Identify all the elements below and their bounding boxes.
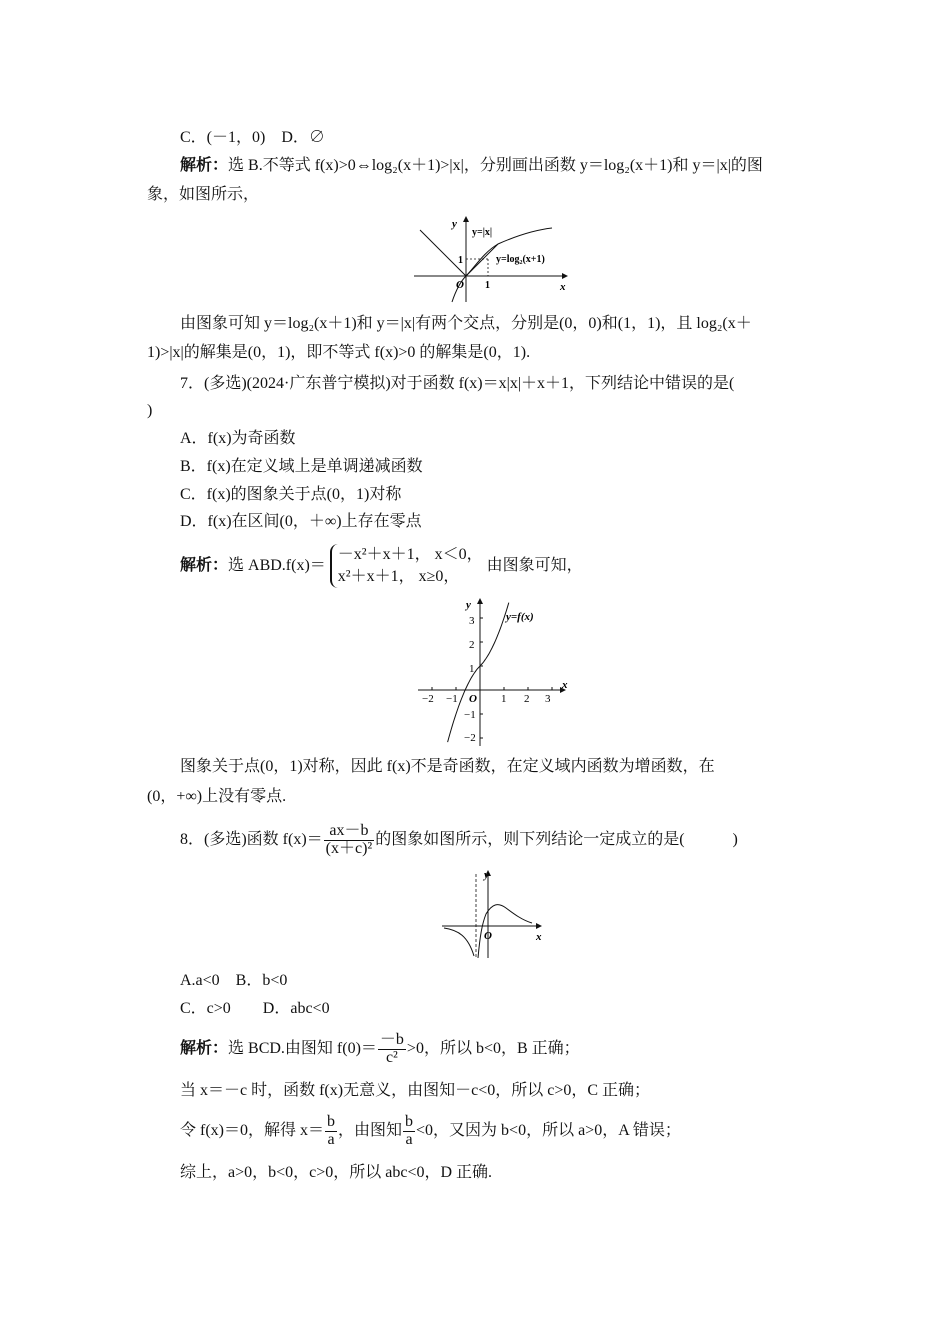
- q8-options-ab: A.a<0 B．b<0: [180, 972, 288, 989]
- origin-label: O: [484, 930, 492, 942]
- q6-solution-line2: 象，如图所示，: [147, 186, 260, 203]
- q6-options-cd: C．(－1，0) D．∅: [180, 129, 325, 146]
- y-axis-label: y: [466, 599, 471, 611]
- fraction: $\frac{b}{a}$: [327, 1112, 335, 1148]
- x-axis-arrow: [562, 273, 568, 279]
- y-tick-label: 3: [469, 615, 475, 627]
- log-curve: [452, 228, 552, 302]
- x-tick-label: −2: [422, 693, 434, 705]
- q8-options-cd: C．c>0 D．abc<0: [180, 1000, 330, 1017]
- q7-graph: [414, 596, 574, 748]
- q8-solution-line3: 令 f(x)＝0，解得 x＝ $\frac{b}{a}$ ，由图知 $\frac{b}{a}$ <0，又因为 b<0，所以 a>0，A 错误；: [180, 1112, 681, 1148]
- x-tick-label: −1: [446, 693, 458, 705]
- y-tick-label: 2: [469, 639, 475, 651]
- origin-label: O: [469, 693, 477, 705]
- fraction: $\frac{b}{a}$: [405, 1112, 414, 1148]
- y-tick-label: 1: [469, 663, 475, 675]
- q7-conclusion-line2: (0，+∞)上没有零点.: [147, 788, 287, 805]
- fraction: $\frac{-b}{\text{c²}}$: [379, 1030, 404, 1066]
- x-tick-label: 1: [501, 693, 507, 705]
- y-tick-label: −1: [464, 709, 476, 721]
- q8-solution-line1: 解析： 选 BCD.由图知 f(0)＝ $\frac{-b}{\text{c²}}$ >0，所以 b<0，B 正确；: [180, 1030, 580, 1066]
- y-axis-label: y: [452, 218, 457, 230]
- q6-conclusion-line1: 由图象可知 y＝log₂(x＋1)和 y＝|x|有两个交点，分别是(0，0)和(1，1)，且 log₂(x＋: [180, 315, 752, 332]
- y-axis-arrow: [477, 598, 483, 604]
- tick-1x: 1: [485, 280, 490, 291]
- q7-conclusion-line1: 图象关于点(0，1)对称，因此 f(x)不是奇函数，在定义域内函数为增函数，在: [180, 758, 715, 775]
- q6-graph: [412, 212, 572, 304]
- q6-solution-line1: 解析：选 B.不等式 f(x)>0⇔log₂(x＋1)>|x|，分别画出函数 y＝log₂(x＋1)和 y＝|x|的图: [180, 157, 763, 174]
- x-axis-label: x: [536, 931, 542, 943]
- y-axis-label: y: [484, 869, 489, 881]
- tick-1y: 1: [458, 255, 463, 266]
- q8-solution-line4: 综上，a>0，b<0，c>0，所以 abc<0，D 正确.: [180, 1164, 493, 1181]
- q8-stem: 8．(多选)函数 f(x)＝ $\frac{ax-b}{\text{(x＋c)²}}$ 的图象如图所示，则下列结论一定成立的是( ): [180, 821, 738, 857]
- solution-label: 解析：: [180, 557, 229, 575]
- piece-2: x²＋x＋1， x≥0，: [337, 568, 460, 585]
- q7-solution: 解析： 选 ABD.f(x)＝ －x²＋x＋1， x＜0， x²＋x＋1， x≥0， 由图象可知，: [180, 541, 583, 591]
- q7-option-a: A．f(x)为奇函数: [180, 430, 296, 447]
- solution-label: 解析：: [180, 1040, 229, 1058]
- q7-stem: 7．(多选)(2024·广东普宁模拟)对于函数 f(x)＝x|x|＋x＋1，下列结论中错误的是(: [180, 375, 735, 392]
- fraction: $\frac{ax-b}{\text{(x＋c)²}}$: [325, 821, 373, 857]
- curve-label: y=f(x): [506, 611, 534, 623]
- abs-label: y=|x|: [472, 227, 493, 238]
- x-axis-label: x: [560, 281, 566, 293]
- y-tick-label: −2: [464, 732, 476, 744]
- left-branch: [444, 928, 474, 956]
- x-axis-label: x: [562, 679, 568, 691]
- piecewise-brace: [330, 544, 483, 587]
- q6-conclusion-line2: 1)>|x|的解集是(0，1)，即不等式 f(x)>0 的解集是(0，1).: [147, 344, 531, 361]
- x-axis-arrow: [536, 923, 542, 929]
- log-label: y=log₂(x+1): [496, 254, 545, 265]
- x-tick-label: 2: [524, 693, 530, 705]
- piece-1: －x²＋x＋1， x＜0，: [337, 546, 483, 564]
- x-tick-label: 3: [545, 693, 551, 705]
- origin-label: O: [456, 279, 464, 291]
- q8-graph: [440, 866, 550, 960]
- q7-stem-paren: ): [147, 402, 153, 419]
- y-axis-arrow: [463, 216, 469, 222]
- q7-option-d: D．f(x)在区间(0，＋∞)上存在零点: [180, 513, 422, 530]
- tick-marks: [432, 618, 552, 738]
- f-curve: [448, 603, 509, 743]
- solution-label: 解析：: [180, 157, 229, 174]
- q7-option-c: C．f(x)的图象关于点(0，1)对称: [180, 486, 402, 503]
- q7-option-b: B．f(x)在定义域上是单调递减函数: [180, 458, 423, 475]
- q8-solution-line2: 当 x＝－c 时，函数 f(x)无意义，由图知－c<0，所以 c>0，C 正确；: [180, 1082, 651, 1099]
